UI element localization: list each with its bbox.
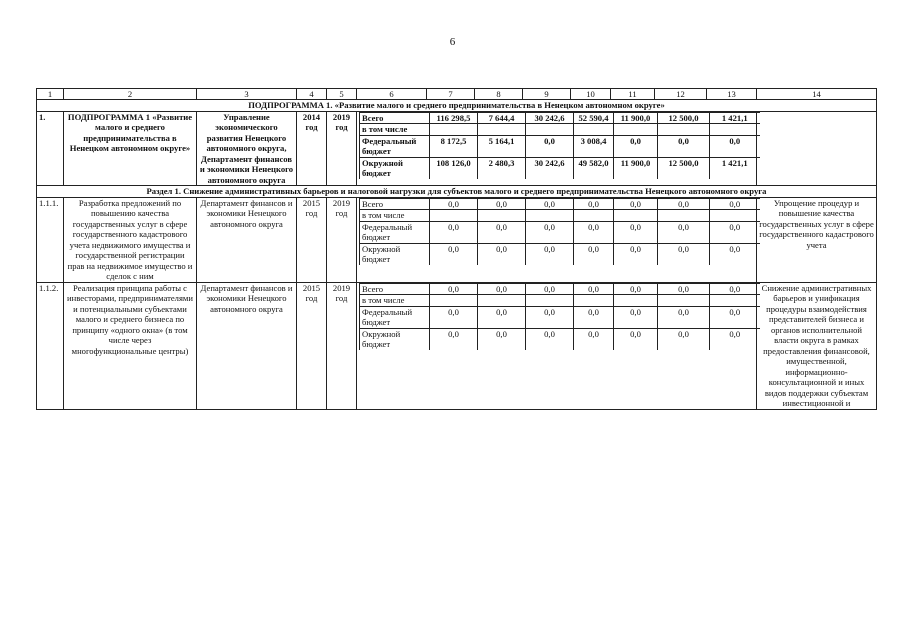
financing-value: 0,0 <box>430 243 478 264</box>
financing-value: 30 242,6 <box>526 112 574 123</box>
financing-label: Окружной бюджет <box>360 157 430 178</box>
financing-value: 2 480,3 <box>478 157 526 178</box>
financing-value: 0,0 <box>574 198 614 209</box>
financing-value: 0,0 <box>614 243 658 264</box>
financing-line <box>360 283 760 294</box>
financing-value: 49 582,0 <box>574 157 614 178</box>
financing-label: Окружной бюджет <box>360 243 430 264</box>
financing-value: 0,0 <box>710 198 760 209</box>
financing-value: 0,0 <box>430 306 478 328</box>
financing-value: 0,0 <box>430 221 478 243</box>
financing-value <box>526 210 574 221</box>
financing-value <box>710 295 760 306</box>
financing-value <box>478 210 526 221</box>
financing-value <box>574 124 614 135</box>
row-start-year: 2015 год <box>297 197 327 282</box>
column-number: 4 <box>297 89 327 100</box>
row-expected-result: Снижение административных барьеров и унификация процедуры взаимодействия представителей бизнеса и органов исполнительной власти округа в рамках предоставления финансовой, имущественной, информационно-консультационной и иных видов поддержки субъектам инвестиционной и <box>757 282 877 409</box>
financing-label: Окружной бюджет <box>360 328 430 349</box>
financing-value: 0,0 <box>710 243 760 264</box>
financing-block <box>357 282 757 409</box>
financing-label: Всего <box>360 283 430 294</box>
financing-value: 0,0 <box>478 283 526 294</box>
column-number: 10 <box>571 89 611 100</box>
financing-value: 0,0 <box>710 221 760 243</box>
financing-value: 0,0 <box>430 283 478 294</box>
financing-value: 0,0 <box>574 283 614 294</box>
financing-value: 0,0 <box>710 328 760 349</box>
financing-value: 0,0 <box>526 243 574 264</box>
financing-value: 0,0 <box>614 221 658 243</box>
column-number-row <box>37 89 877 100</box>
financing-line <box>360 124 760 135</box>
financing-value: 0,0 <box>526 221 574 243</box>
financing-line <box>360 157 760 178</box>
financing-value <box>430 295 478 306</box>
row-start-year: 2014 год <box>297 111 327 185</box>
row-executor: Департамент финансов и экономики Ненецкого автономного округа <box>197 282 297 409</box>
financing-value <box>430 124 478 135</box>
financing-value: 0,0 <box>478 306 526 328</box>
financing-value: 0,0 <box>430 328 478 349</box>
financing-line <box>360 135 760 157</box>
financing-value <box>710 124 760 135</box>
financing-value: 0,0 <box>430 198 478 209</box>
row-end-year: 2019 год <box>327 197 357 282</box>
column-number: 7 <box>427 89 475 100</box>
financing-block <box>357 197 757 282</box>
financing-value <box>658 210 710 221</box>
financing-label: Федеральный бюджет <box>360 221 430 243</box>
financing-value <box>614 210 658 221</box>
financing-label: в том числе <box>360 124 430 135</box>
financing-line <box>360 112 760 123</box>
financing-value: 0,0 <box>478 221 526 243</box>
column-number: 13 <box>707 89 757 100</box>
financing-value: 0,0 <box>658 198 710 209</box>
row-number: 1.1.1. <box>37 197 64 282</box>
financing-value <box>574 295 614 306</box>
financing-value: 0,0 <box>614 135 658 157</box>
financing-value <box>614 295 658 306</box>
financing-value: 5 164,1 <box>478 135 526 157</box>
financing-line <box>360 328 760 349</box>
row-end-year: 2019 год <box>327 111 357 185</box>
financing-value <box>478 295 526 306</box>
section-title: Раздел 1. Снижение административных барьеров и налоговой нагрузки для субъектов малого и среднего предпринимательства Ненецкого автономного округа <box>37 186 877 197</box>
table-row <box>37 197 877 282</box>
row-number: 1. <box>37 111 64 185</box>
financing-line <box>360 210 760 221</box>
financing-value <box>658 295 710 306</box>
table-row <box>37 111 877 185</box>
financing-value: 0,0 <box>526 306 574 328</box>
financing-value: 0,0 <box>710 135 760 157</box>
financing-value: 0,0 <box>526 135 574 157</box>
financing-value: 0,0 <box>614 306 658 328</box>
financing-line <box>360 243 760 264</box>
financing-subtable <box>359 283 760 350</box>
column-number: 6 <box>357 89 427 100</box>
row-expected-result <box>757 111 877 185</box>
financing-value: 0,0 <box>710 283 760 294</box>
financing-line <box>360 198 760 209</box>
financing-value: 0,0 <box>478 328 526 349</box>
financing-value: 0,0 <box>574 243 614 264</box>
financing-value: 0,0 <box>574 328 614 349</box>
row-name: Разработка предложений по повышению качества государственных услуг в сфере государственного кадастрового учета недвижимого имущества и государственной регистрации прав на недвижимое имущество и сделок с ним <box>64 197 197 282</box>
financing-block <box>357 111 757 185</box>
financing-value: 1 421,1 <box>710 112 760 123</box>
financing-value: 11 900,0 <box>614 112 658 123</box>
financing-subtable <box>359 198 760 265</box>
subprogram-title: ПОДПРОГРАММА 1. «Развитие малого и среднего предпринимательства в Ненецком автономном округе» <box>37 100 877 111</box>
financing-value: 108 126,0 <box>430 157 478 178</box>
financing-value <box>430 210 478 221</box>
financing-label: Федеральный бюджет <box>360 306 430 328</box>
financing-value: 0,0 <box>658 243 710 264</box>
financing-label: в том числе <box>360 295 430 306</box>
financing-value: 7 644,4 <box>478 112 526 123</box>
financing-value <box>658 124 710 135</box>
financing-label: Всего <box>360 112 430 123</box>
financing-value: 3 008,4 <box>574 135 614 157</box>
financing-subtable <box>359 112 760 179</box>
financing-value: 0,0 <box>478 198 526 209</box>
financing-value <box>478 124 526 135</box>
column-number: 8 <box>475 89 523 100</box>
financing-value: 0,0 <box>614 328 658 349</box>
financing-value: 0,0 <box>478 243 526 264</box>
financing-value: 0,0 <box>526 328 574 349</box>
page-number: 6 <box>449 36 456 48</box>
financing-value <box>574 210 614 221</box>
financing-value: 0,0 <box>574 221 614 243</box>
financing-value: 116 298,5 <box>430 112 478 123</box>
financing-line <box>360 306 760 328</box>
row-executor: Управление экономического развития Ненецкого автономного округа, Департамент финансов и экономики Ненецкого автономного округа <box>197 111 297 185</box>
financing-value: 0,0 <box>526 198 574 209</box>
column-number: 9 <box>523 89 571 100</box>
program-table <box>36 88 877 410</box>
financing-value: 0,0 <box>658 283 710 294</box>
section-title-row <box>37 186 877 197</box>
column-number: 11 <box>611 89 655 100</box>
financing-label: в том числе <box>360 210 430 221</box>
financing-value: 0,0 <box>710 306 760 328</box>
financing-value: 12 500,0 <box>658 112 710 123</box>
row-name: ПОДПРОГРАММА 1 «Развитие малого и среднего предпринимательства в Ненецком автономном округе» <box>64 111 197 185</box>
financing-value: 11 900,0 <box>614 157 658 178</box>
financing-value: 12 500,0 <box>658 157 710 178</box>
row-end-year: 2019 год <box>327 282 357 409</box>
row-start-year: 2015 год <box>297 282 327 409</box>
row-executor: Департамент финансов и экономики Ненецкого автономного округа <box>197 197 297 282</box>
financing-value: 0,0 <box>614 198 658 209</box>
financing-label: Всего <box>360 198 430 209</box>
financing-value: 0,0 <box>658 135 710 157</box>
financing-line <box>360 221 760 243</box>
financing-value: 0,0 <box>574 306 614 328</box>
row-number: 1.1.2. <box>37 282 64 409</box>
financing-value <box>526 124 574 135</box>
table-row <box>37 282 877 409</box>
financing-line <box>360 295 760 306</box>
financing-value: 0,0 <box>614 283 658 294</box>
financing-label: Федеральный бюджет <box>360 135 430 157</box>
financing-value: 0,0 <box>658 221 710 243</box>
financing-value: 1 421,1 <box>710 157 760 178</box>
subprogram-title-row <box>37 100 877 111</box>
column-number: 1 <box>37 89 64 100</box>
financing-value: 52 590,4 <box>574 112 614 123</box>
financing-value: 0,0 <box>526 283 574 294</box>
financing-value: 30 242,6 <box>526 157 574 178</box>
row-name: Реализация принципа работы с инвесторами, предпринимателями и потенциальными субъектами малого и среднего бизнеса по принципу «одного окна» (в том числе через многофункциональные центры) <box>64 282 197 409</box>
row-expected-result: Упрощение процедур и повышение качества государственных услуг в сфере государственного кадастрового учета <box>757 197 877 282</box>
column-number: 2 <box>64 89 197 100</box>
financing-value <box>614 124 658 135</box>
financing-value <box>710 210 760 221</box>
financing-value: 0,0 <box>658 328 710 349</box>
financing-value: 0,0 <box>658 306 710 328</box>
column-number: 3 <box>197 89 297 100</box>
column-number: 5 <box>327 89 357 100</box>
column-number: 12 <box>655 89 707 100</box>
financing-value: 8 172,5 <box>430 135 478 157</box>
column-number: 14 <box>757 89 877 100</box>
financing-value <box>526 295 574 306</box>
